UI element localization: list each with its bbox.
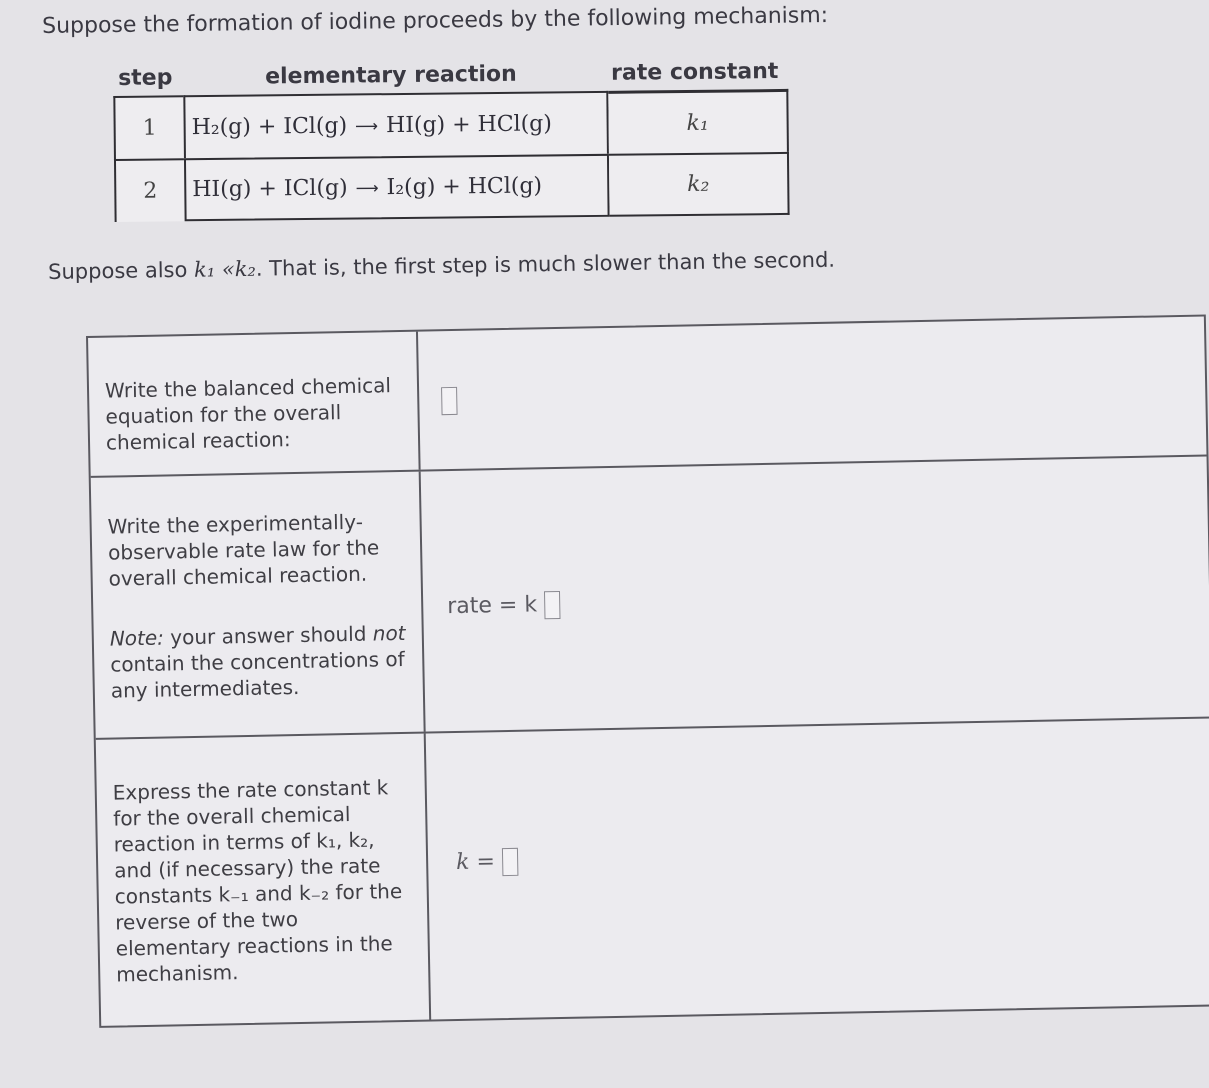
rate-law-expression	[447, 591, 560, 621]
header-step: step	[117, 65, 173, 91]
header-reaction: elementary reaction	[264, 61, 517, 90]
elementary-reaction	[183, 91, 609, 158]
question-row-rate-constant	[96, 718, 1209, 1027]
question-text: Express the rate constant k for the overall chemical reaction in terms of k₁, k₂, and (if necessary) the rate constants k₋₁ and k₋₂ for the reverse of the two elementary reactions in the mechanism.	[112, 775, 403, 987]
rate-prefix: rate = k	[447, 592, 538, 620]
rate-constant-expression	[456, 848, 518, 877]
question-label	[96, 734, 431, 1028]
step-number: 2	[114, 158, 185, 222]
question-row-rate-law	[91, 457, 1209, 740]
answer-cell	[426, 718, 1209, 1021]
question-label	[91, 472, 426, 738]
answer-cell	[418, 317, 1207, 470]
mechanism-row-1	[113, 89, 789, 159]
question-label	[88, 332, 421, 476]
assumption-prefix: Suppose also	[48, 257, 188, 284]
question-text: Write the experimentally-observable rate law for the overall chemical reaction.	[107, 509, 380, 591]
note-text: contain the concentrations of any intermediates.	[110, 646, 405, 703]
question-note	[110, 620, 407, 704]
step-number: 1	[113, 95, 184, 159]
products: I₂(g) + HCl(g)	[386, 173, 543, 201]
equation-input[interactable]	[441, 387, 458, 415]
reaction-arrow-icon: ⟶	[355, 178, 379, 198]
rate-constant: k₂	[609, 152, 790, 217]
elementary-reaction	[184, 154, 610, 221]
rate-constant: k₁	[608, 89, 789, 154]
note-text: your answer should	[163, 621, 373, 650]
note-emphasis: not	[372, 620, 406, 646]
note-prefix: Note:	[109, 625, 165, 651]
rate-constant-input[interactable]	[502, 848, 519, 876]
assumption-text	[48, 248, 835, 284]
reaction-arrow-icon: ⟶	[355, 116, 379, 136]
question-text: Write the balanced chemical equation for the overall chemical reaction:	[104, 373, 392, 455]
k-prefix: k =	[455, 849, 496, 875]
reactants: H₂(g) + ICl(g)	[191, 113, 348, 141]
answer-table	[86, 314, 1209, 1027]
reactants: HI(g) + ICl(g)	[192, 175, 348, 203]
assumption-suffix: . That is, the first step is much slower than the second.	[255, 247, 836, 281]
assumption-relation: k₁ «k₂	[193, 256, 257, 282]
intro-text: Suppose the formation of iodine proceeds by the following mechanism:	[42, 3, 829, 39]
answer-cell	[421, 457, 1209, 732]
products: HI(g) + HCl(g)	[385, 111, 553, 139]
header-rate-constant: rate constant	[610, 59, 779, 86]
rate-law-input[interactable]	[544, 591, 561, 619]
mechanism-table	[113, 59, 790, 222]
question-row-equation	[88, 317, 1206, 478]
mechanism-row-2	[114, 152, 790, 222]
